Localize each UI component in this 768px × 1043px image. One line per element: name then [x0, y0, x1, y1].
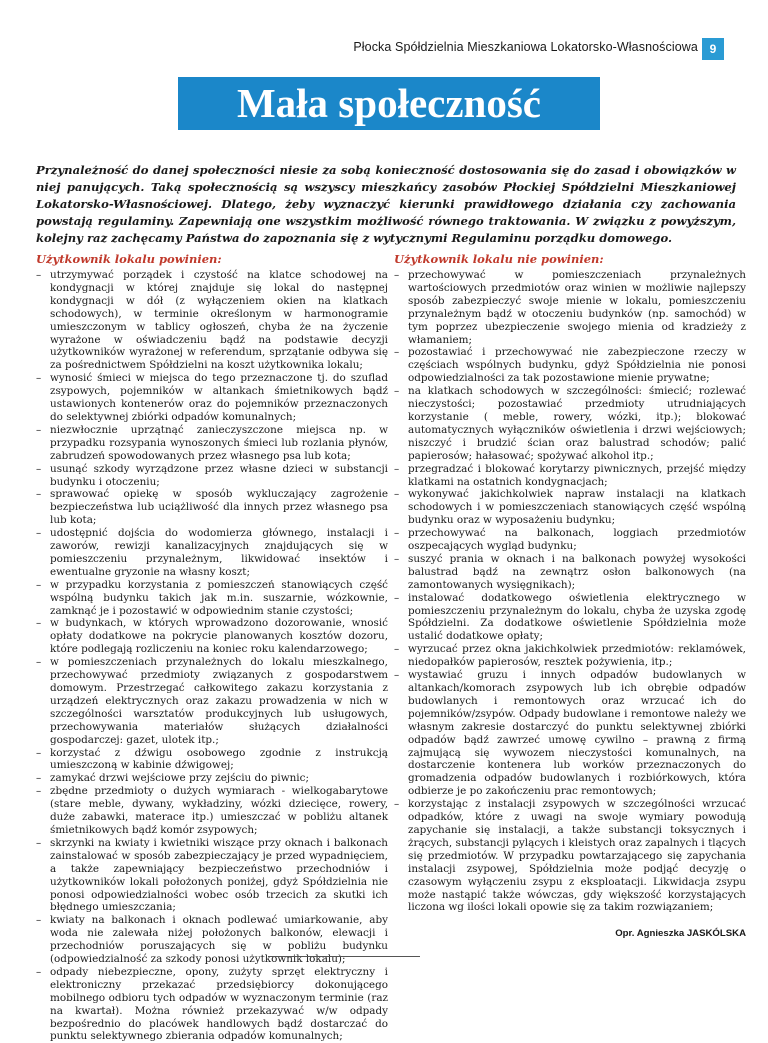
list-item: – utrzymywać porządek i czystość na klatce schodowej na kondygnacji w której znajduje się lokal do następnej kondygnacji w dół (z wyłączeniem okien na klatkach schodowych), w terminie określonym w harmonogramie umieszczonym w tablicy ogłoszeń, chyba że na życzenie wyrażone w oświadczeniu bądź na podstawie decyzji użytkowników wyrażonej w referendum, sprzątanie odbywa się za pośrednictwem Spółdzielni na koszt użytkownika lokalu;: [36, 269, 388, 372]
list-item: – niezwłocznie uprzątnąć zanieczyszczone miejsca np. w przypadku rozsypania wynoszonych śmieci lub rozlania płynów, zabrudzeń spowodowanych przez własnego psa lub kota;: [36, 424, 388, 463]
page-header: [0, 38, 768, 60]
right-column: [394, 252, 746, 939]
list-item: – wynosić śmieci w miejsca do tego przeznaczone tj. do szuflad zsypowych, pojemników w altankach śmietnikowych bądź ustawionych kontenerów oraz do pojemników przeznaczonych do selektywnej zbiórki odpadów komunalnych;: [36, 372, 388, 424]
list-item: – zamykać drzwi wejściowe przy zejściu do piwnic;: [36, 772, 388, 785]
list-item: – w pomieszczeniach przynależnych do lokalu mieszkalnego, przechowywać przedmioty związanych z gospodarstwem domowym. Przestrzegać całkowitego zakazu korzystania z urządzeń elektrycznych oraz zakazu prowadzenia w nich w szczególności warsztatów produkcyjnych lub usługowych, przechowywania materiałów służących działalności gospodarczej: gazet, ulotek itp.;: [36, 656, 388, 746]
right-column-heading: Użytkownik lokalu nie powinien:: [394, 252, 604, 266]
list-item: – kwiaty na balkonach i oknach podlewać umiarkowanie, aby woda nie zalewała niżej położonych balkonów, elewacji i przechodniów poruszających się w pobliżu budynku (odpowiedzialność za szkody ponosi użytkownik lokalu);: [36, 914, 388, 966]
publication-name: Płocka Spółdzielnia Mieszkaniowa Lokatorsko-Własnościowa: [353, 40, 698, 54]
list-item: – usunąć szkody wyrządzone przez własne dzieci w substancji budynku i otoczeniu;: [36, 463, 388, 489]
list-item: – przechowywać na balkonach, loggiach przedmiotów oszpecających wygląd budynku;: [394, 527, 746, 553]
page-number-badge: 9: [702, 38, 724, 60]
title-banner: [178, 77, 600, 130]
list-item: – udostępnić dojścia do wodomierza głównego, instalacji i zaworów, rewizji kanalizacyjnych znajdujących się w pomieszczeniu przynależnym, likwidować insektów i ewentualne gryzonie na własny koszt;: [36, 527, 388, 579]
left-column: [36, 252, 388, 1043]
list-item: – wykonywać jakichkolwiek napraw instalacji na klatkach schodowych i w pomieszczeniach stanowiących część wspólną budynku oraz w wyposażeniu budynku;: [394, 488, 746, 527]
list-item: – suszyć prania w oknach i na balkonach powyżej wysokości balustrad bądź na zewnątrz osłon balkonowych (na zamontowanych wysięgnikach);: [394, 553, 746, 592]
left-column-list: [36, 269, 388, 1043]
list-item: – wystawiać gruzu i innych odpadów budowlanych w altankach/komorach zsypowych lub ich obrębie odpadów budowlanych i remontowych oraz wrzucać ich do pojemników/zsypów. Odpady budowlane i remontowe należy we własnym zakresie dostarczyć do punktu selektywnej zbiórki odpadów bądź zawrzeć umowę cywilno – prawną z firmą zajmującą się wywozem nieczystości komunalnych, na dostarczenie kontenera lub worków przeznaczonych do gromadzenia odpadów budowlanych i rozbiórkowych, która odbierze je po zakończeniu prac remontowych;: [394, 669, 746, 798]
footer-divider: [268, 956, 420, 957]
article-title: Mała społeczność: [236, 80, 542, 126]
list-item: – przegradzać i blokować korytarzy piwnicznych, przejść między klatkami na ostatnich kondygnacjach;: [394, 463, 746, 489]
list-item: – przechowywać w pomieszczeniach przynależnych wartościowych przedmiotów oraz winien w możliwie najlepszy sposób zabezpieczyć swoje mienie w lokalu, pomieszczeniu przynależnym bądź w otoczeniu budynków (np. samochód) w tym poprzez ubezpieczenie swojego mienia od kradzieży z włamaniem;: [394, 269, 746, 346]
list-item: – wyrzucać przez okna jakichkolwiek przedmiotów: reklamówek, niedopałków papierosów, resztek pożywienia, itp.;: [394, 643, 746, 669]
list-item: – sprawować opiekę w sposób wykluczający zagrożenie bezpieczeństwa lub uciążliwość dla innych przez własnego psa lub kota;: [36, 488, 388, 527]
list-item: – w budynkach, w których wprowadzono dozorowanie, wnosić opłaty dodatkowe na pokrycie planowanych kosztów dozoru, które podlegają rozliczeniu na koniec roku kalendarzowego;: [36, 617, 388, 656]
left-column-heading: Użytkownik lokalu powinien:: [36, 252, 222, 266]
list-item: – w przypadku korzystania z pomieszczeń stanowiących część wspólną budynku takich jak m.in. suszarnie, wózkownie, zamknąć je i pozostawić w odpowiednim stanie czystości;: [36, 579, 388, 618]
list-item: – odpady niebezpieczne, opony, zużyty sprzęt elektryczny i elektroniczny przekazać przedsiębiorcy dokonującego mobilnego odbioru tych odpadów w wyznaczonym terminie (raz na kwartał). Można również przekazywać w/w odpady bezpośrednio do placówek handlowych bądź dostarczać do punktu selektywnego zbierania odpadów komunalnych;: [36, 966, 388, 1043]
list-item: – na klatkach schodowych w szczególności: śmiecić; rozlewać nieczystości; pozostawiać przedmioty utrudniających korzystanie ( meble, rowery, wózki, itp.); blokować automatycznych wyłączników oświetlenia i drzwi wejściowych; niszczyć i brudzić ścian oraz balustrad schodów; palić papierosów; hałasować; spożywać alkohol itp.;: [394, 385, 746, 462]
list-item: – korzystać z dźwigu osobowego zgodnie z instrukcją umieszczoną w kabinie dźwigowej;: [36, 747, 388, 773]
right-column-list: [394, 269, 746, 914]
list-item: – korzystając z instalacji zsypowych w szczególności wrzucać odpadków, które z uwagi na swoje wymiary powodują zapychanie się instalacji, a także substancji toksycznych i żrących, substancji pylących i kleistych oraz zapalnych i tlących się przedmiotów. W przypadku powtarzającego się zapychania instalacji zsypowej, Spółdzielnia może podjąć decyzję o czasowym wyłączeniu zsypu z eksploatacji. Likwidacja zsypu może nastąpić także wówczas, gdy większość korzystających liczona wg ilości lokali opowie się za takim rozwiązaniem;: [394, 798, 746, 914]
list-item: – pozostawiać i przechowywać nie zabezpieczone rzeczy w częściach wspólnych budynku, gdyż Spółdzielnia nie ponosi odpowiedzialności za tak pozostawione mienie prywatne;: [394, 346, 746, 385]
list-item: – zbędne przedmioty o dużych wymiarach - wielkogabarytowe (stare meble, dywany, wykładziny, wózki dziecięce, rowery, duże zabawki, materace itp.) umieszczać w pobliżu altanek śmietnikowych bądź komór zsypowych;: [36, 785, 388, 837]
author-signature: Opr. Agnieszka JASKÓLSKA: [615, 928, 746, 940]
list-item: – instalować dodatkowego oświetlenia elektrycznego w pomieszczeniu przynależnym do lokalu, chyba że uzyska zgodę Spółdzielni. Za dodatkowe oświetlenie Spółdzielnia może ustalić dodatkowe opłaty;: [394, 592, 746, 644]
article-intro: Przynależność do danej społeczności niesie za sobą konieczność dostosowania się do zasad i obowiązków w niej panujących. Taką społecznością są wszyscy mieszkańcy zasobów Płockiej Spółdzielni Mieszkaniowej Lokatorsko-Własnościowej. Dlatego, żeby wyznaczyć kierunki prawidłowego działania czy zachowania powstają regulaminy. Zapewniają one wszystkim możliwość równego traktowania. W związku z powyższym, kolejny raz zachęcamy Państwa do zapoznania się z wytycznymi Regulaminu porządku domowego.: [36, 162, 736, 246]
list-item: – skrzynki na kwiaty i kwietniki wiszące przy oknach i balkonach zainstalować w sposób zabezpieczający je przed wypadnięciem, a także zapewniający bezpieczeństwo przechodniów i użytkowników lokali położonych poniżej, gdyż Spółdzielnia nie ponosi odpowiedzialności wobec osób trzecich za skutki ich błędnego umieszczania;: [36, 837, 388, 914]
